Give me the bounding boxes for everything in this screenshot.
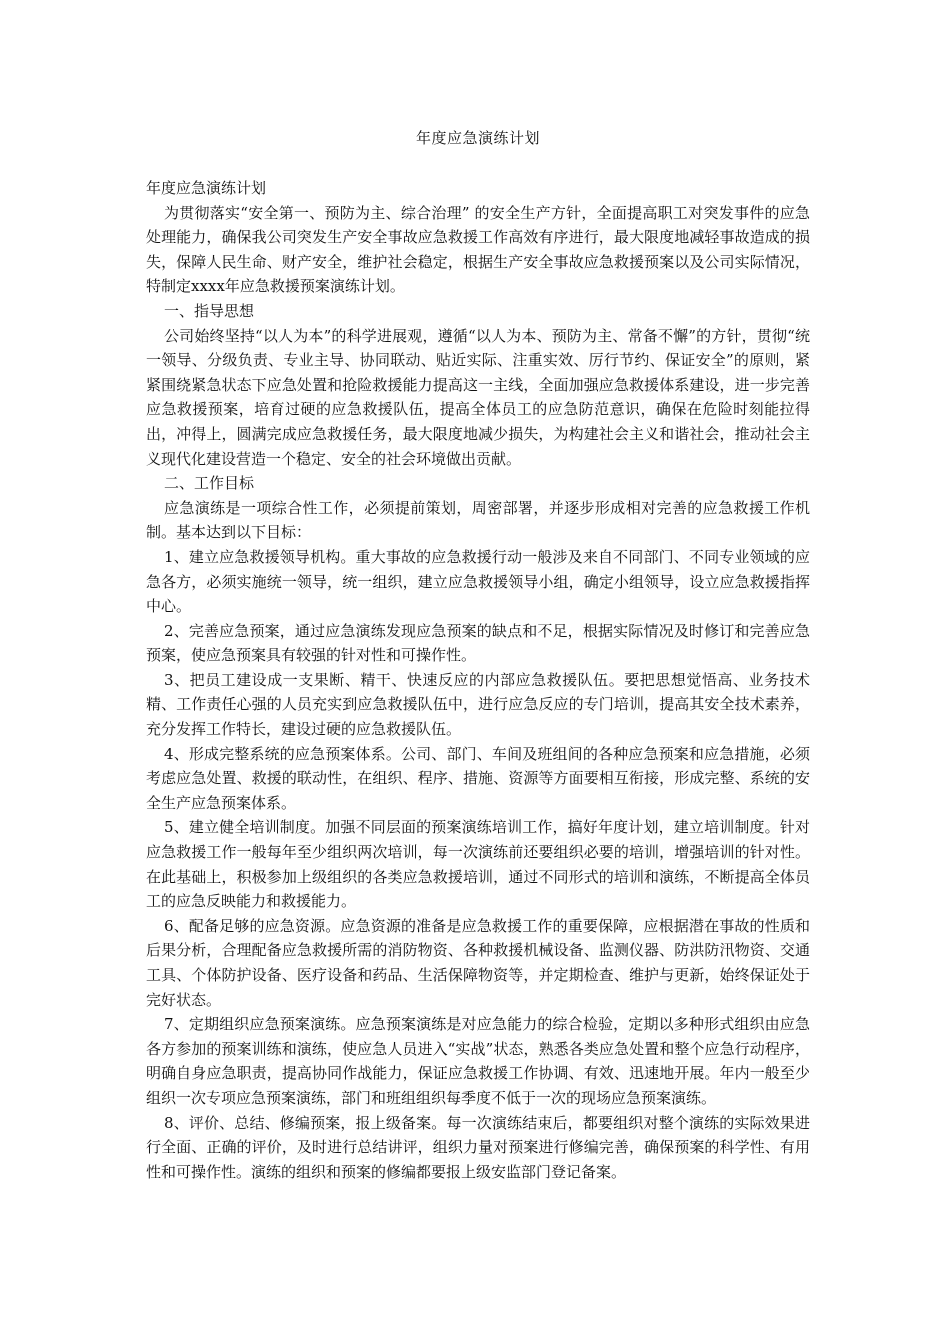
goal-item-3: 3、把员工建设成一支果断、精干、快速反应的内部应急救援队伍。要把思想觉悟高、业务技术精、工作责任心强的人员充实到应急救援队伍中，进行应急反应的专门培训，提高其安全技术素养，充分发挥工作特长，建设过硬的应急救援队伍。 <box>146 670 810 739</box>
work-goals-intro: 应急演练是一项综合性工作，必须提前策划，周密部署，并逐步形成相对完善的应急救援工作机制。基本达到以下目标： <box>146 498 810 542</box>
document-body <box>146 176 810 1184</box>
guiding-ideology-paragraph: 公司始终坚持“以人为本”的科学进展观，遵循“以人为本、预防为主、常备不懈”的方针，贯彻“统一领导、分级负责、专业主导、协同联动、贴近实际、注重实效、厉行节约、保证安全”的原则，紧紧围绕紧急状态下应急处置和抢险救援能力提高这一主线，全面加强应急救援体系建设，进一步完善应急救援预案，培育过硬的应急救援队伍，提高全体员工的应急防范意识，确保在危险时刻能拉得出，冲得上，圆满完成应急救援任务，最大限度地减少损失，为构建社会主义和谐社会，推动社会主义现代化建设营造一个稳定、安全的社会环境做出贡献。 <box>146 326 810 468</box>
goal-item-8: 8、评价、总结、修编预案，报上级备案。每一次演练结束后，都要组织对整个演练的实际效果进行全面、正确的评价，及时进行总结讲评，组织力量对预案进行修编完善，确保预案的科学性、有用性和可操作性。演练的组织和预案的修编都要报上级安监部门登记备案。 <box>146 1113 810 1181</box>
goal-item-5: 5、建立健全培训制度。加强不同层面的预案演练培训工作，搞好年度计划，建立培训制度。针对应急救援工作一般每年至少组织两次培训，每一次演练前还要组织必要的培训，增强培训的针对性。在此基础上，积极参加上级组织的各类应急救援培训，通过不同形式的培训和演练，不断提高全体员工的应急反映能力和救援能力。 <box>146 818 810 911</box>
goal-item-1: 1、建立应急救援领导机构。重大事故的应急救援行动一般涉及来自不同部门、不同专业领域的应急各方，必须实施统一领导，统一组织，建立应急救援领导小组，确定小组领导，设立应急救援指挥中心。 <box>146 547 810 616</box>
intro-paragraph: 为贯彻落实“安全第一、预防为主、综合治理” 的安全生产方针，全面提高职工对突发事件的应急处理能力，确保我公司突发生产安全事故应急救援工作高效有序进行，最大限度地减轻事故造成的损失，保障人民生命、财产安全，维护社会稳定，根据生产安全事故应急救援预案以及公司实际情况，特制定xxxx年应急救援预案演练计划。 <box>146 203 810 296</box>
goal-item-6: 6、配备足够的应急资源。应急资源的准备是应急救援工作的重要保障，应根据潜在事故的性质和后果分析，合理配备应急救援所需的消防物资、各种救援机械设备、监测仪器、防洪防汛物资、交通工具、个体防护设备、医疗设备和药品、生活保障物资等，并定期检查、维护与更新，始终保证处于完好状态。 <box>146 916 810 1009</box>
document-title: 年度应急演练计划 <box>415 129 540 147</box>
document-subtitle: 年度应急演练计划 <box>146 179 267 197</box>
section-heading-work-goals: 二、工作目标 <box>164 474 255 493</box>
goal-item-2: 2、完善应急预案，通过应急演练发现应急预案的缺点和不足，根据实际情况及时修订和完善应急预案，使应急预案具有较强的针对性和可操作性。 <box>146 621 810 665</box>
goal-item-4: 4、形成完整系统的应急预案体系。公司、部门、车间及班组间的各种应急预案和应急措施，必须考虑应急处置、救援的联动性，在组织、程序、措施、资源等方面要相互衔接，形成完整、系统的安全生产应急预案体系。 <box>146 744 810 812</box>
section-heading-guiding-ideology: 一、指导思想 <box>164 301 255 320</box>
goal-item-7: 7、定期组织应急预案演练。应急预案演练是对应急能力的综合检验，定期以多种形式组织由应急各方参加的预案训练和演练，使应急人员进入“实战”状态，熟悉各类应急处置和整个应急行动程序，明确自身应急职责，提高协同作战能力，保证应急救援工作协调、有效、迅速地开展。年内一般至少组织一次专项应急预案演练，部门和班组组织每季度不低于一次的现场应急预案演练。 <box>146 1015 810 1107</box>
